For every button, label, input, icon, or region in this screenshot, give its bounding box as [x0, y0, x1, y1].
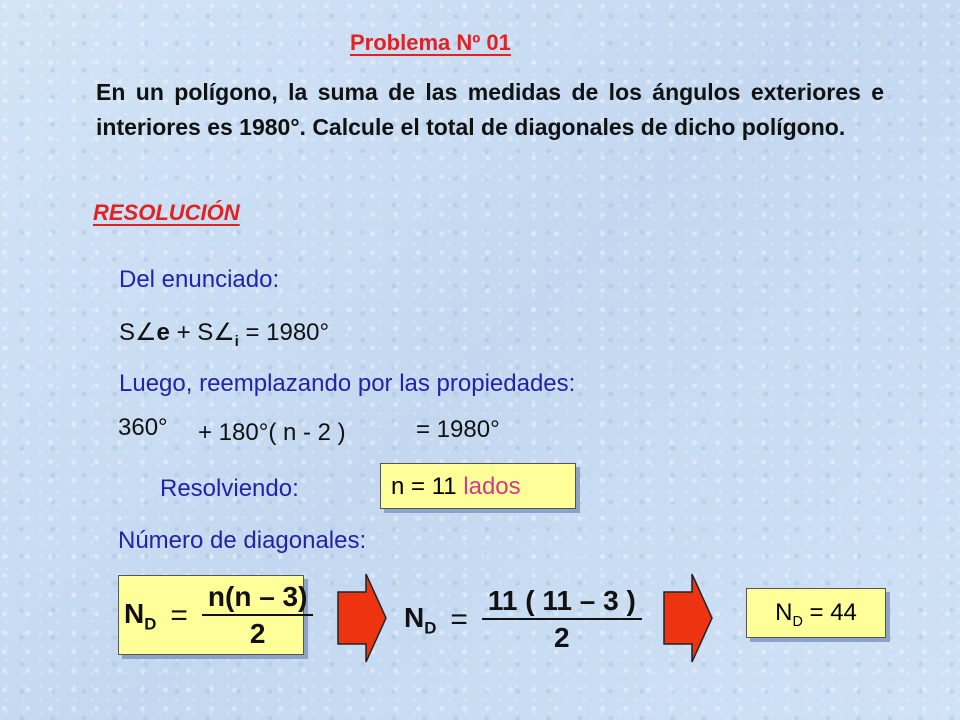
problem-statement: En un polígono, la suma de las medidas de los ángulos exteriores e interiores es 1980°. Calcule el total de diagonales de dicho polígono.: [96, 79, 884, 140]
exterior-label: e: [156, 319, 170, 346]
resolution-heading: RESOLUCIÓN: [93, 200, 240, 225]
result-n-unit: lados: [463, 473, 521, 500]
eq2-term-180: + 180°( n - 2 ): [198, 419, 346, 446]
equals-sign: =: [450, 603, 468, 636]
fraction-denominator: 2: [249, 618, 266, 649]
angle-icon: ∠: [135, 319, 157, 346]
result-nd-box: [746, 588, 886, 638]
problem-title: Problema Nº 01: [350, 30, 511, 55]
plus-sign: +: [176, 319, 191, 346]
result-n-value: n = 11: [391, 473, 464, 500]
nd-symbol: $N_D$: [124, 597, 157, 634]
formula-general: [124, 580, 313, 652]
sum-symbol: S: [119, 319, 136, 346]
fraction: [482, 584, 642, 656]
eq2-term-360: 360°: [118, 414, 168, 441]
arrow-right-icon: [334, 570, 390, 666]
fraction-denominator: 2: [554, 622, 570, 653]
sum-symbol-2: S: [197, 319, 214, 346]
angle-icon: ∠: [213, 319, 235, 346]
step-resolviendo: Resolviendo:: [160, 475, 299, 502]
arrow-right-icon: [660, 570, 716, 666]
result-nd-value: $N_D = 44$: [775, 599, 857, 630]
step-luego: Luego, reemplazando por las propiedades:: [119, 370, 576, 397]
interior-label: i: [234, 333, 239, 350]
step-del-enunciado: Del enunciado:: [119, 266, 280, 293]
nd-symbol: $N_D$: [404, 601, 437, 638]
step-numero-diagonales: Número de diagonales:: [118, 527, 367, 554]
result-n-box: [380, 463, 576, 509]
equals-sign: =: [170, 599, 188, 632]
equation-rhs: = 1980°: [245, 319, 330, 346]
eq2-rhs: = 1980°: [416, 416, 500, 443]
fraction-numerator: n(n – 3): [202, 580, 314, 616]
equation-angle-sum: [119, 318, 329, 350]
fraction: [202, 580, 314, 652]
formula-substituted: [404, 584, 642, 656]
fraction-numerator: 11 ( 11 – 3 ): [482, 584, 642, 620]
